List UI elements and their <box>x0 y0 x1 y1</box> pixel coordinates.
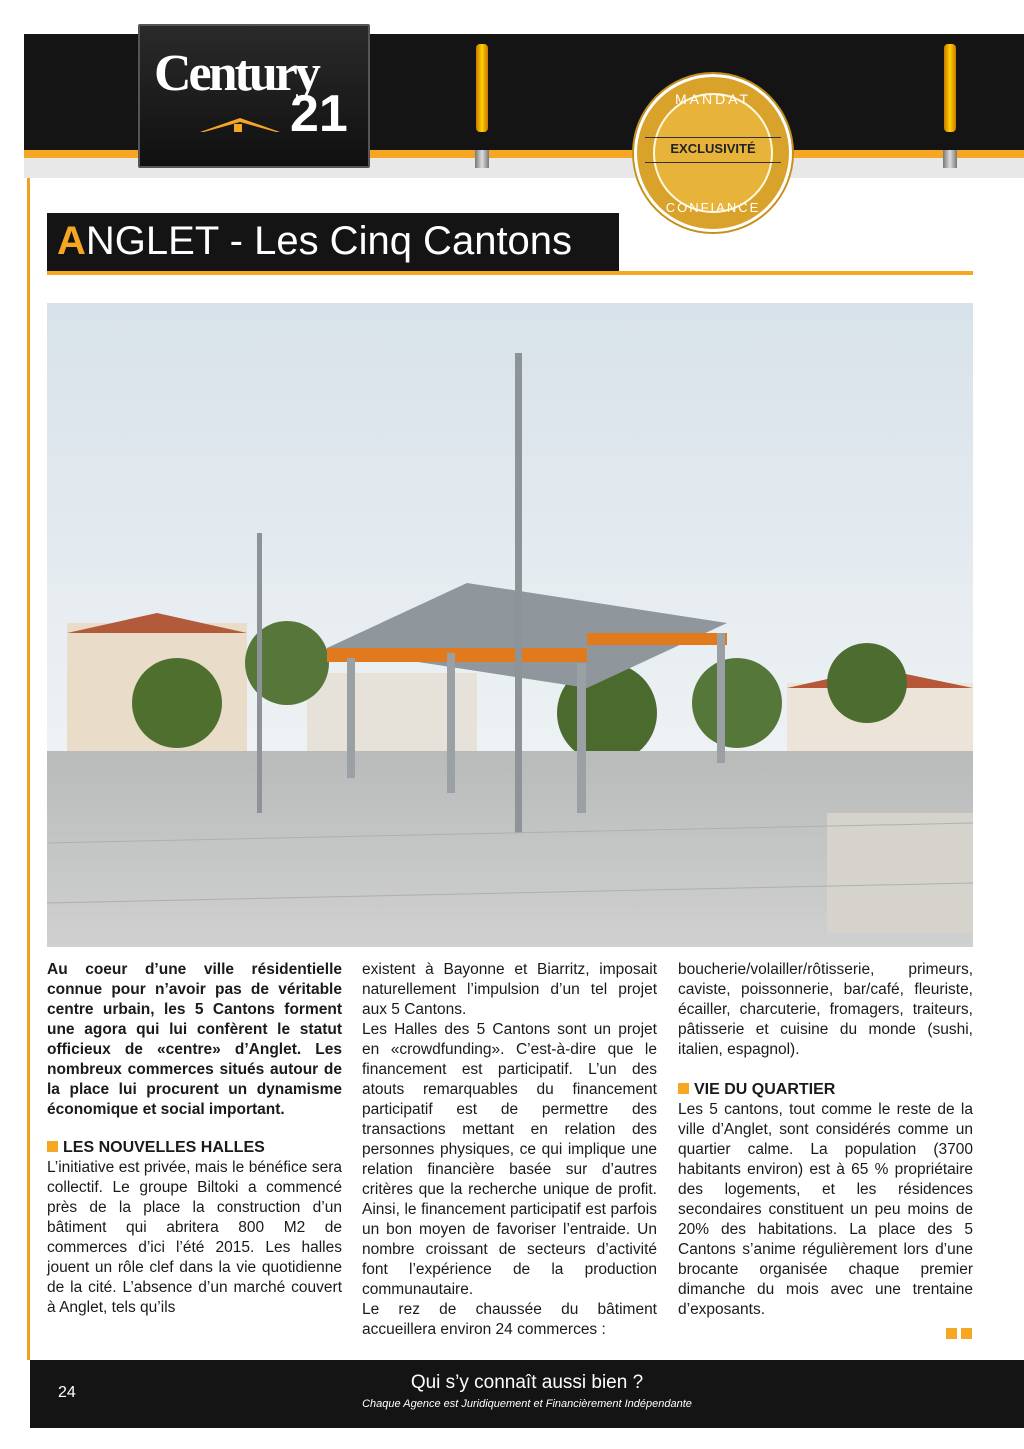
seal-middle-text: EXCLUSIVITÉ <box>670 141 756 156</box>
article-paragraph: Le rez de chaussée du bâtiment accueillera environ 24 commerces : <box>362 1301 657 1338</box>
article-paragraph: Les 5 cantons, tout comme le reste de la ville d’Anglet, sont considérés comme un quartier calme. La population (3700 habitants environ) est à 65 % propriétaire des logements, et les résidences secondaires constituent un peu moins de 20% des habitations. La place des 5 Cantons s’anime régulièrement lors d’une brocante organisée chaque premier dimanche du mois avec une trentaine d’exposants. <box>678 1101 973 1318</box>
end-of-article-marker <box>942 1326 972 1344</box>
town-square-photo <box>47 303 973 947</box>
century21-logo <box>138 24 370 168</box>
square-bullet-icon <box>47 1141 58 1152</box>
seal-top-text: MANDAT <box>674 91 752 107</box>
section-heading-vie-du-quartier <box>678 1080 973 1100</box>
section-heading-nouvelles-halles <box>47 1138 342 1158</box>
house-roof-icon <box>200 114 280 134</box>
article-paragraph: L’initiative est privée, mais le bénéfice sera collectif. Le groupe Biltoki a commencé près de la place la construction d’un bâtiment qui abritera 800 M2 de commerces d’ici l’été 2015. Les halles jouent un rôle clef dans la vie quotidienne de la cité. L’absence d’un marché couvert à Anglet, tels qu’ils <box>47 1159 342 1316</box>
lamp-base-icon <box>943 150 957 168</box>
article-intro: Au coeur d’une ville résidentielle connue pour n’avoir pas de véritable centre urbain, les 5 Cantons forment une agora qui lui confèrent le statut officieux de «centre» d’Anglet. Les nombreux commerces situés autour de la place lui procurent un dynamisme économique et social important. <box>47 961 342 1118</box>
article-column-1 <box>47 960 342 1318</box>
page-footer <box>30 1360 1024 1428</box>
left-accent-rule <box>27 160 30 1360</box>
lamp-icon <box>944 44 956 132</box>
square-bullet-icon <box>678 1083 689 1094</box>
lamp-base-icon <box>475 150 489 168</box>
lamp-icon <box>476 44 488 132</box>
article-column-3 <box>678 960 973 1320</box>
article-paragraph: existent à Bayonne et Biarritz, imposait naturellement l’impulsion d’un tel projet aux 5 Cantons. <box>362 961 657 1018</box>
title-rest: NGLET - Les Cinq Cantons <box>85 219 573 263</box>
article-column-2 <box>362 960 657 1340</box>
footer-tagline: Qui s’y connaît aussi bien ? <box>410 1372 644 1393</box>
seal-bottom-text: CONFIANCE <box>665 200 761 215</box>
footer-disclaimer: Chaque Agence est Juridiquement et Financièrement Indépendante <box>362 1398 692 1410</box>
article-paragraph: boucherie/volailler/rôtisserie, primeurs, caviste, poissonnerie, bar/café, fleuriste, écailler, charcuterie, fromagers, traiteurs, pâtisserie et cuisine du monde (sushi, italien, espagnol). <box>678 961 973 1058</box>
page-title-text <box>57 219 572 264</box>
title-underline <box>47 271 973 275</box>
square-bullet-icon <box>946 1328 957 1339</box>
page-title <box>47 213 619 271</box>
title-initial: A <box>57 219 86 263</box>
exclusivity-seal <box>634 74 792 232</box>
page-number: 24 <box>58 1384 76 1401</box>
section-heading-text: LES NOUVELLES HALLES <box>63 1139 265 1156</box>
section-heading-text: VIE DU QUARTIER <box>694 1081 836 1098</box>
logo-number: 21 <box>290 85 348 143</box>
square-bullet-icon <box>961 1328 972 1339</box>
article-paragraph: Les Halles des 5 Cantons sont un projet en «crowdfunding». C’est-à-dire que le financement est participatif. L’un des atouts remarquables du financement participatif est de permettre des transactions mettant en relation des personnes physiques, ce qui implique une relation financière basée sur d’autres critères que la recherche unique de profit. Ainsi, le financement participatif est parfois un bon moyen de favoriser l’entraide. Un nombre croissant de secteurs d’activité font l’expérience de la production communautaire. <box>362 1021 657 1298</box>
logo-word: Century <box>154 45 318 102</box>
